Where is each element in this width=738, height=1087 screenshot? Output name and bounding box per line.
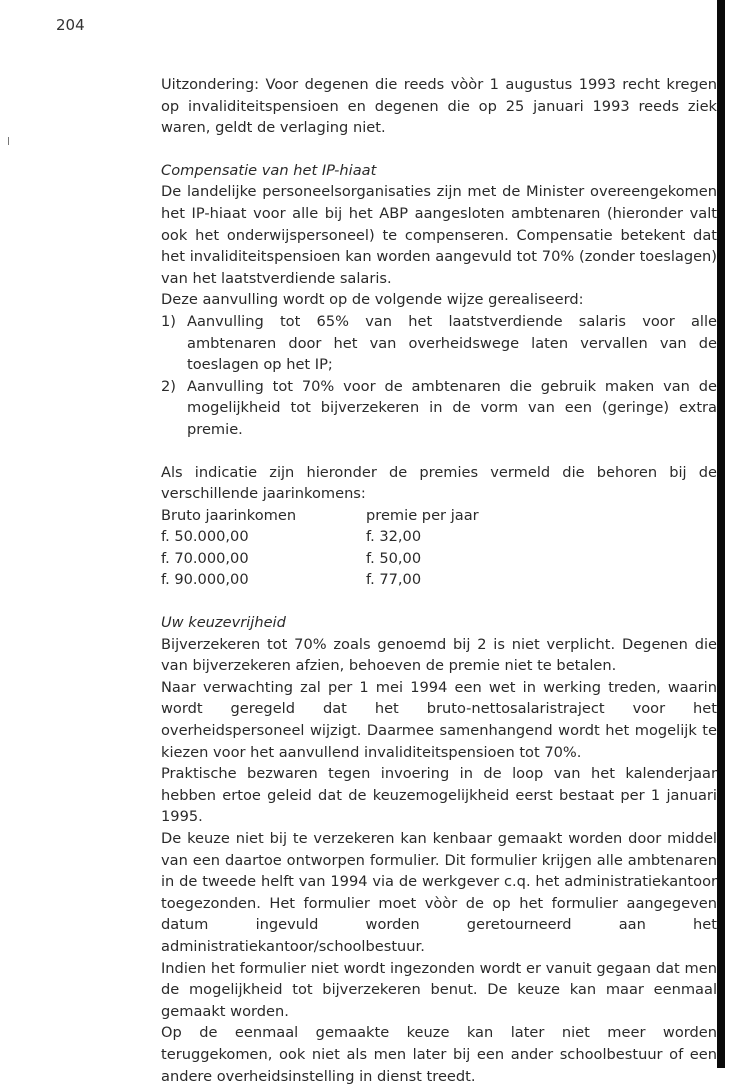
page-body <box>161 74 717 1087</box>
premium-cell: f. 77,00 <box>366 571 422 589</box>
premium-intro-paragraph: Als indicatie zijn hieronder de premies vermeld die behoren bij de verschillende jaarinkomens: <box>161 463 717 503</box>
list-text: Aanvulling tot 70% voor de ambtenaren die gebruik maken van de mogelijkheid tot bijverzekeren in de vorm van een (geringe) extra premie. <box>187 377 717 438</box>
law-paragraph: Naar verwachting zal per 1 mei 1994 een wet in werking treden, waarin wordt geregeld dat het bruto-nettosalaristraject voor het overheidspersoneel wijzigt. Daarmee samenhangend wordt het mogelijk te kiezen voor het aanvullend invaliditeitspensioen tot 70%. <box>161 678 717 761</box>
list-item <box>161 376 717 441</box>
compensation-paragraph: De landelijke personeelsorganisaties zijn met de Minister overeengekomen het IP-hiaat voor alle bij het ABP aangesloten ambtenaren (hieronder valt ook het onderwijspersoneel) te compenseren. Compensatie betekent dat het invaliditeitspensioen kan worden aangevuld tot 70% (zonder toeslagen) van het laatstverdiende salaris. <box>161 183 717 287</box>
table-row <box>161 526 717 548</box>
default-paragraph: Indien het formulier niet wordt ingezonden wordt er vanuit gegaan dat men de mogelijkheid tot bijverzekeren benut. De keuze kan maar eenmaal gemaakt worden. <box>161 959 717 1020</box>
form-paragraph: De keuze niet bij te verzekeren kan kenbaar gemaakt worden door middel van een daartoe ontworpen formulier. Dit formulier krijgen alle ambtenaren in de tweede helft van 1994 via de werkgever c.q. het administratiekantoor toegezonden. Het formulier moet vòòr de op het formulier aangegeven datum ingevuld worden geretourneerd aan het administratiekantoor/schoolbestuur. <box>161 830 717 955</box>
realization-paragraph: Deze aanvulling wordt op de volgende wijze gerealiseerd: <box>161 291 584 309</box>
margin-mark <box>8 137 9 145</box>
section-heading-compensation: Compensatie van het IP-hiaat <box>161 161 377 179</box>
column-header-income: Bruto jaarinkomen <box>161 506 297 524</box>
table-row <box>161 548 717 570</box>
table-row <box>161 569 717 591</box>
income-cell: f. 70.000,00 <box>161 549 249 567</box>
income-cell: f. 50.000,00 <box>161 528 249 546</box>
column-header-premium: premie per jaar <box>366 506 479 524</box>
income-cell: f. 90.000,00 <box>161 571 249 589</box>
choice-paragraph: Bijverzekeren tot 70% zoals genoemd bij 2 is niet verplicht. Degenen die van bijverzekeren afzien, behoeven de premie niet te betalen. <box>161 635 717 675</box>
final-paragraph: Op de eenmaal gemaakte keuze kan later niet meer worden teruggekomen, ook niet als men later bij een ander schoolbestuur of een andere overheidsinstelling in dienst treedt. <box>161 1024 717 1085</box>
list-number: 1) <box>161 312 176 330</box>
list-item <box>161 311 717 376</box>
premium-cell: f. 32,00 <box>366 528 422 546</box>
list-number: 2) <box>161 377 176 395</box>
list-text: Aanvulling tot 65% van het laatstverdiende salaris voor alle ambtenaren door het van overheidswege laten vervallen van de toeslagen op het IP; <box>187 312 717 374</box>
premium-table-header <box>161 505 717 527</box>
page-number: 204 <box>56 16 85 34</box>
exception-paragraph: Uitzondering: Voor degenen die reeds vòòr 1 augustus 1993 recht kregen op invaliditeitspensioen en degenen die op 25 januari 1993 reeds ziek waren, geldt de verlaging niet. <box>161 76 717 137</box>
premium-cell: f. 50,00 <box>366 549 422 567</box>
section-heading-choice: Uw keuzevrijheid <box>161 614 286 632</box>
practical-paragraph: Praktische bezwaren tegen invoering in de loop van het kalenderjaar hebben ertoe geleid dat de keuzemogelijkheid eerst bestaat per 1 januari 1995. <box>161 765 717 826</box>
scan-edge-bar <box>717 0 725 1068</box>
